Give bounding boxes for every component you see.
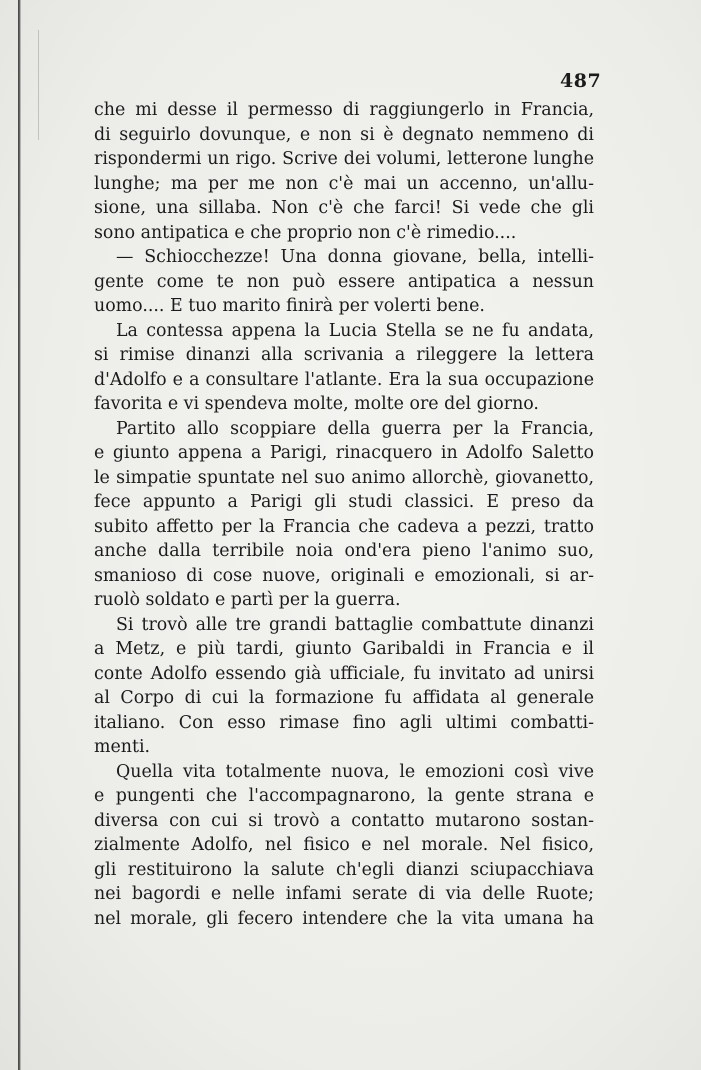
text-line: gente come te non può essere antipatica a nessun	[94, 271, 594, 292]
text-line: Partito allo scoppiare della guerra per la Francia,	[116, 418, 594, 439]
text-line: che mi desse il permesso di raggiungerlo in Francia,	[94, 100, 594, 120]
text-line: si rimise dinanzi alla scrivania a rileggere la lettera	[94, 345, 594, 365]
page-crease	[38, 30, 39, 140]
text-line: gli restituirono la salute ch'egli dianzi sciupacchiava	[94, 859, 594, 880]
text-line: uomo.... E tuo marito finirà per volerti bene.	[94, 296, 485, 316]
text-line: fece appunto a Parigi gli studi classici. E preso da	[94, 492, 594, 512]
text-line: e pungenti che l'accompagnarono, la gente strana e	[94, 786, 594, 806]
text-line: zialmente Adolfo, nel fisico e nel morale. Nel fisico,	[94, 835, 594, 855]
text-line: d'Adolfo e a consultare l'atlante. Era la sua occupazione	[94, 369, 594, 390]
text-line: Quella vita totalmente nuova, le emozioni così vive	[116, 761, 594, 782]
text-line: rispondermi un rigo. Scrive dei volumi, letterone lunghe	[94, 149, 594, 169]
text-line: le simpatie spuntate nel suo animo allorchè, giovanetto,	[94, 467, 594, 488]
text-line: smanioso di cose nuove, originali e emozionali, si ar-	[94, 565, 594, 586]
text-line: al Corpo di cui la formazione fu affidata al generale	[94, 688, 594, 708]
text-line: conte Adolfo essendo già ufficiale, fu invitato ad unirsi	[94, 663, 594, 684]
text-line: diversa con cui si trovò a contatto mutarono sostan-	[94, 810, 594, 831]
text-line: subito affetto per la Francia che cadeva a pezzi, tratto	[94, 516, 594, 537]
text-line: anche dalla terribile noia ond'era pieno l'animo suo,	[94, 541, 594, 561]
text-line: nel morale, gli fecero intendere che la vita umana ha	[94, 908, 594, 929]
text-line: ruolò soldato e partì per la guerra.	[94, 590, 401, 610]
body-text	[94, 98, 594, 931]
page-number: 487	[560, 70, 602, 92]
text-line: di seguirlo dovunque, e non si è degnato nemmeno di	[94, 124, 594, 145]
text-line: a Metz, e più tardi, giunto Garibaldi in Francia e il	[94, 639, 594, 659]
text-line: menti.	[94, 737, 151, 757]
text-line: italiano. Con esso rimase fino agli ultimi combatti-	[94, 712, 594, 733]
text-line: sono antipatica e che proprio non c'è rimedio....	[94, 222, 517, 243]
page-binding-edge	[18, 0, 21, 1070]
text-line: nei bagordi e nelle infami serate di via delle Ruote;	[94, 884, 594, 904]
text-line: e giunto appena a Parigi, rinacquero in Adolfo Saletto	[94, 443, 594, 463]
text-line: sione, una sillaba. Non c'è che farci! Si vede che gli	[94, 198, 594, 218]
text-line: favorita e vi spendeva molte, molte ore del giorno.	[94, 394, 539, 414]
text-line: La contessa appena la Lucia Stella se ne fu andata,	[116, 320, 594, 341]
text-line: Si trovò alle tre grandi battaglie combattute dinanzi	[116, 614, 594, 635]
text-line: lunghe; ma per me non c'è mai un accenno, un'allu-	[94, 173, 594, 194]
text-line: — Schiocchezze! Una donna giovane, bella, intelli-	[116, 247, 594, 267]
